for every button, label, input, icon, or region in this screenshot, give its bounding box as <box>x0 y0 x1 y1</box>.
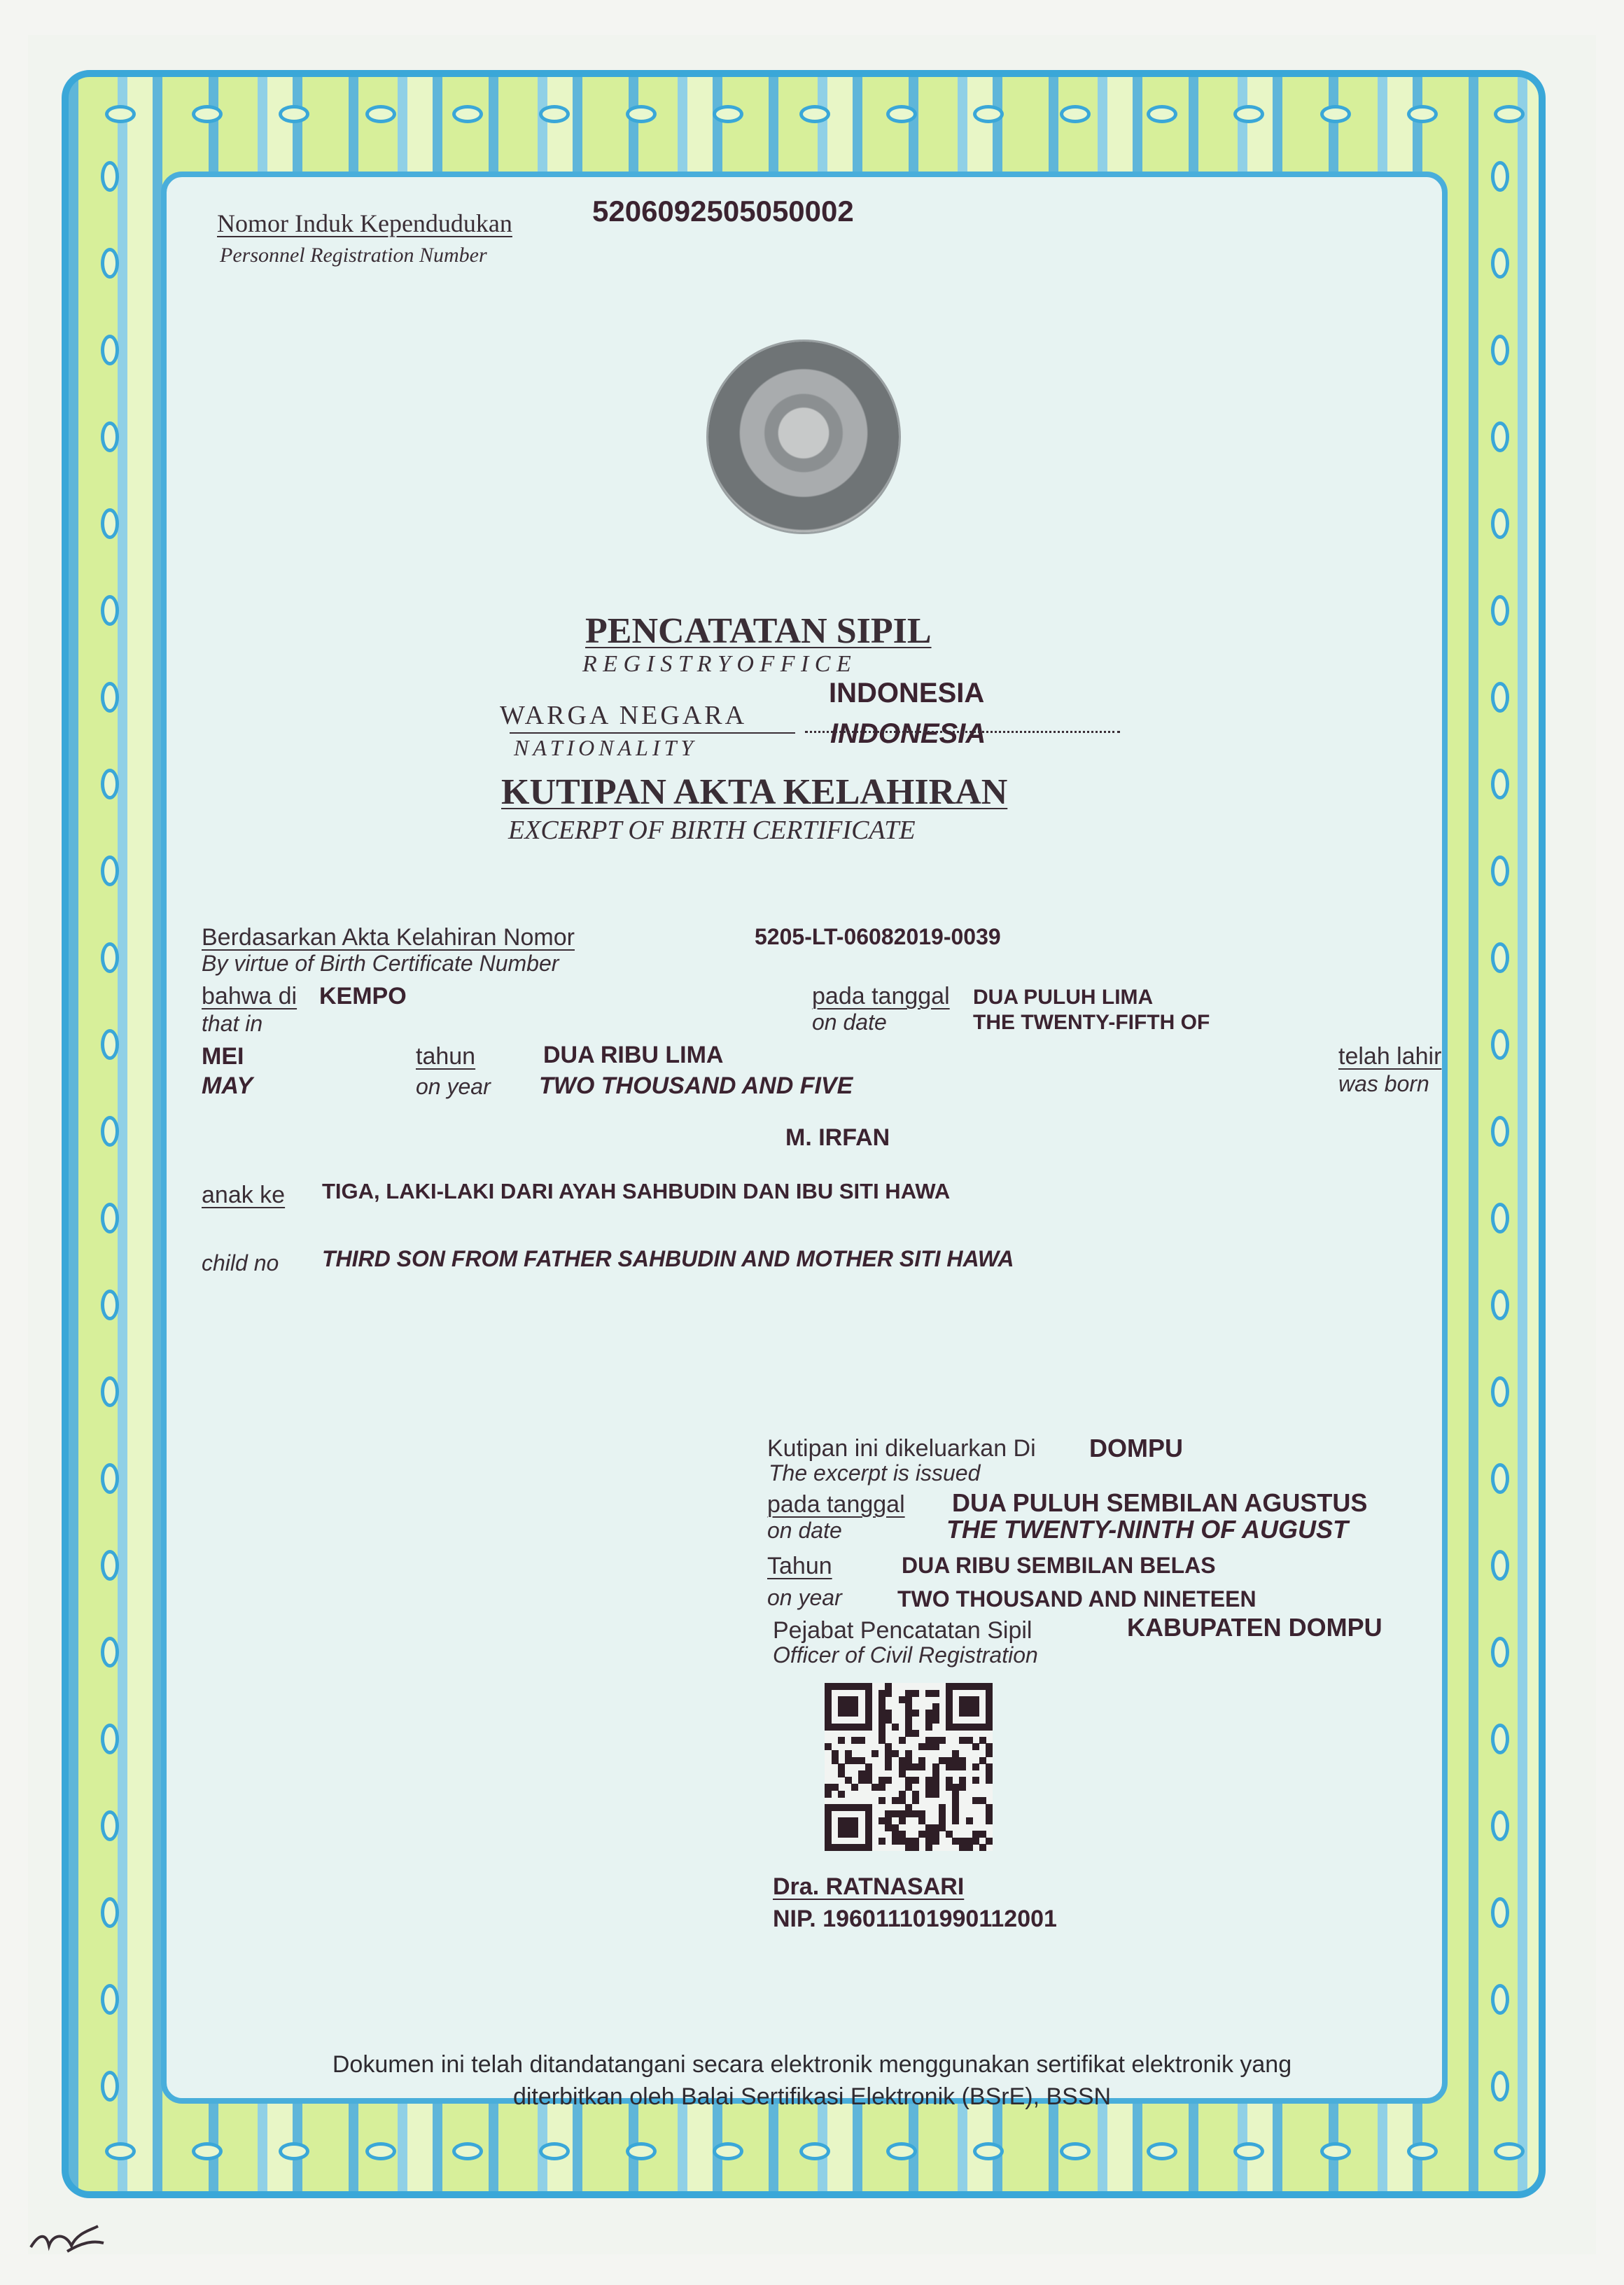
border-rosette-icon <box>101 1376 119 1407</box>
border-rosette-icon <box>101 1116 119 1147</box>
border-rosette-icon <box>886 2142 917 2160</box>
border-rosette-icon <box>101 161 119 192</box>
certificate-number-label-en: By virtue of Birth Certificate Number <box>202 951 559 976</box>
border-rosette-icon <box>1491 1984 1509 2015</box>
border-rosette-icon <box>973 105 1004 123</box>
child-number-value-en: THIRD SON FROM FATHER SAHBUDIN AND MOTHER SITI HAWA <box>322 1246 1014 1271</box>
border-rosette-icon <box>101 1029 119 1060</box>
issue-year-label: Tahun <box>767 1553 832 1579</box>
birth-year-value-en: TWO THOUSAND AND FIVE <box>539 1072 853 1099</box>
border-rosette-icon <box>101 248 119 279</box>
child-number-label-en: child no <box>202 1250 279 1276</box>
border-rosette-icon <box>279 105 309 123</box>
border-rosette-icon <box>1491 508 1509 539</box>
border-rosette-icon <box>626 105 657 123</box>
border-rosette-icon <box>1491 942 1509 973</box>
birthplace-label: bahwa di <box>202 983 298 1009</box>
border-rosette-icon <box>101 1810 119 1841</box>
border-rosette-icon <box>1494 105 1525 123</box>
border-rosette-icon <box>101 1550 119 1581</box>
border-rosette-icon <box>1491 1029 1509 1060</box>
border-rosette-icon <box>1491 595 1509 626</box>
issue-date-label-en: on date <box>767 1518 842 1543</box>
issue-date-value: DUA PULUH SEMBILAN AGUSTUS <box>952 1488 1368 1517</box>
nik-value: 5206092505050002 <box>592 195 854 228</box>
nationality-label: WARGA NEGARA <box>500 701 748 730</box>
birth-year-value: DUA RIBU LIMA <box>543 1042 724 1068</box>
birthdate-value-en: THE TWENTY-FIFTH OF <box>973 1011 1210 1034</box>
border-rosette-icon <box>1491 1376 1509 1407</box>
border-rosette-icon <box>105 105 136 123</box>
certificate-number-label: Berdasarkan Akta Kelahiran Nomor <box>202 924 575 951</box>
border-rosette-icon <box>192 2142 223 2160</box>
birth-month-value: MEI <box>202 1043 244 1070</box>
border-rosette-icon <box>192 105 223 123</box>
border-rosette-icon <box>1491 1463 1509 1494</box>
certificate-number-value: 5205-LT-06082019-0039 <box>755 924 1001 949</box>
nationality-value: INDONESIA <box>829 678 985 708</box>
border-rosette-icon <box>101 508 119 539</box>
signatory-name: Dra. RATNASARI <box>773 1873 965 1900</box>
border-rosette-icon <box>1491 421 1509 452</box>
office-title: PENCATATAN SIPIL <box>585 611 932 651</box>
border-rosette-icon <box>1491 855 1509 886</box>
issue-place-value: DOMPU <box>1089 1434 1183 1462</box>
border-rosette-icon <box>713 105 743 123</box>
child-number-label: anak ke <box>202 1182 286 1208</box>
border-rosette-icon <box>1491 769 1509 799</box>
child-name: M. IRFAN <box>785 1124 890 1151</box>
office-title-en: R E G I S T R Y O F F I C E <box>582 651 851 677</box>
document-title-en: EXCERPT OF BIRTH CERTIFICATE <box>508 816 916 845</box>
birth-year-label: tahun <box>416 1043 476 1070</box>
border-rosette-icon <box>101 855 119 886</box>
border-rosette-icon <box>1494 2142 1525 2160</box>
signatory-nip: NIP. 196011101990112001 <box>773 1906 1057 1932</box>
border-rosette-icon <box>1407 105 1438 123</box>
border-rosette-icon <box>1491 335 1509 365</box>
birthplace-label-en: that in <box>202 1011 263 1036</box>
border-rosette-icon <box>101 595 119 626</box>
border-rosette-icon <box>886 105 917 123</box>
birth-year-label-en: on year <box>416 1074 491 1099</box>
border-rosette-icon <box>1491 1290 1509 1320</box>
birthdate-label: pada tanggal <box>812 983 950 1009</box>
border-rosette-icon <box>1491 1203 1509 1234</box>
border-rosette-icon <box>1491 161 1509 192</box>
border-rosette-icon <box>1407 2142 1438 2160</box>
birthplace-value: KEMPO <box>319 983 407 1009</box>
border-rosette-icon <box>101 1984 119 2015</box>
child-number-value: TIGA, LAKI-LAKI DARI AYAH SAHBUDIN DAN IBU SITI HAWA <box>322 1179 951 1203</box>
border-rosette-icon <box>105 2142 136 2160</box>
border-rosette-icon <box>365 2142 396 2160</box>
qr-code-icon <box>825 1683 993 1851</box>
border-rosette-icon <box>1233 105 1264 123</box>
nik-label: Nomor Induk Kependudukan <box>217 209 512 237</box>
border-rosette-icon <box>1060 105 1091 123</box>
e-signature-notice-line2: diterbitkan oleh Balai Sertifikasi Elektronik (BSrE), BSSN <box>512 2083 1112 2110</box>
border-rosette-icon <box>101 1203 119 1234</box>
border-rosette-icon <box>1491 1810 1509 1841</box>
border-rosette-icon <box>365 105 396 123</box>
border-rosette-icon <box>279 2142 309 2160</box>
officer-label: Pejabat Pencatatan Sipil <box>773 1617 1032 1644</box>
border-rosette-icon <box>452 2142 483 2160</box>
border-rosette-icon <box>973 2142 1004 2160</box>
issue-year-value-en: TWO THOUSAND AND NINETEEN <box>897 1586 1256 1612</box>
nationality-label-en: NATIONALITY <box>514 735 698 760</box>
border-rosette-icon <box>1147 105 1177 123</box>
border-rosette-icon <box>799 2142 830 2160</box>
border-rosette-icon <box>799 105 830 123</box>
nik-label-en: Personnel Registration Number <box>220 244 487 267</box>
born-label-en: was born <box>1338 1071 1429 1096</box>
border-rosette-icon <box>1491 1724 1509 1754</box>
border-rosette-icon <box>101 1637 119 1668</box>
border-rosette-icon <box>452 105 483 123</box>
border-rosette-icon <box>1060 2142 1091 2160</box>
border-rosette-icon <box>101 942 119 973</box>
e-signature-notice-line1: Dokumen ini telah ditandatangani secara elektronik menggunakan sertifikat elektronik yang <box>332 2051 1292 2078</box>
initial-mark-icon <box>25 2212 109 2261</box>
birthdate-value: DUA PULUH LIMA <box>973 986 1154 1009</box>
officer-label-en: Officer of Civil Registration <box>773 1642 1038 1668</box>
border-rosette-icon <box>101 1290 119 1320</box>
issue-year-value: DUA RIBU SEMBILAN BELAS <box>902 1553 1216 1578</box>
border-rosette-icon <box>1491 1897 1509 1928</box>
border-rosette-icon <box>1491 1550 1509 1581</box>
officer-office-value: KABUPATEN DOMPU <box>1127 1613 1382 1642</box>
issue-year-label-en: on year <box>767 1585 842 1610</box>
garuda-hologram-emblem-icon <box>708 342 899 532</box>
border-rosette-icon <box>101 421 119 452</box>
border-rosette-icon <box>1491 1637 1509 1668</box>
border-rosette-icon <box>1491 1116 1509 1147</box>
border-rosette-icon <box>1147 2142 1177 2160</box>
issue-date-value-en: THE TWENTY-NINTH OF AUGUST <box>946 1515 1348 1544</box>
border-rosette-icon <box>101 1724 119 1754</box>
border-rosette-icon <box>1491 682 1509 713</box>
border-rosette-icon <box>1233 2142 1264 2160</box>
border-rosette-icon <box>101 769 119 799</box>
border-rosette-icon <box>1491 248 1509 279</box>
born-label: telah lahir <box>1338 1043 1442 1070</box>
document-title: KUTIPAN AKTA KELAHIRAN <box>501 772 1008 812</box>
border-rosette-icon <box>713 2142 743 2160</box>
border-rosette-icon <box>101 1897 119 1928</box>
border-rosette-icon <box>101 682 119 713</box>
border-rosette-icon <box>539 2142 570 2160</box>
issue-date-label: pada tanggal <box>767 1491 905 1518</box>
border-rosette-icon <box>539 105 570 123</box>
nationality-value-en: INDONESIA <box>830 718 986 749</box>
border-rosette-icon <box>101 335 119 365</box>
nationality-divider <box>510 732 795 734</box>
birthdate-label-en: on date <box>812 1009 887 1035</box>
border-rosette-icon <box>1320 2142 1351 2160</box>
border-rosette-icon <box>626 2142 657 2160</box>
border-rosette-icon <box>101 1463 119 1494</box>
nationality-dotted-line <box>805 731 1120 733</box>
border-rosette-icon <box>1320 105 1351 123</box>
birth-month-value-en: MAY <box>202 1072 253 1099</box>
issue-place-label-en: The excerpt is issued <box>769 1460 981 1486</box>
issue-place-label: Kutipan ini dikeluarkan Di <box>767 1435 1036 1462</box>
